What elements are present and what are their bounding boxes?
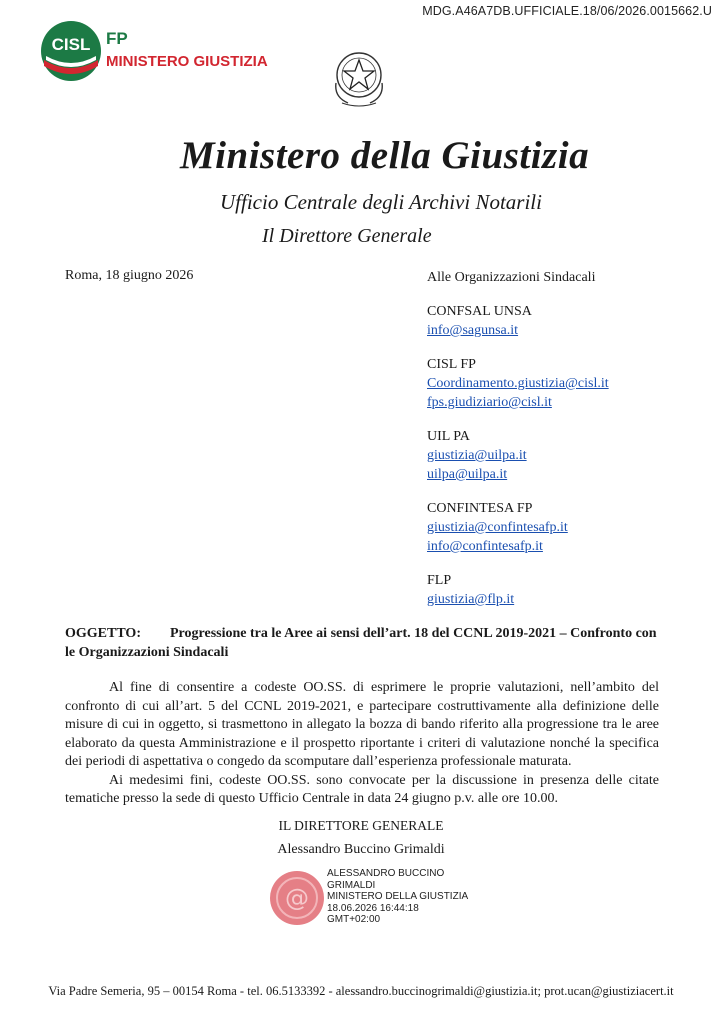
recipient-group — [427, 302, 609, 340]
recipient-group — [427, 499, 609, 556]
body-paragraph: Al fine di consentire a codeste OO.SS. di esprimere le proprie valutazioni, nell’ambito del confronto di cui all’art. 5 del CCNL 2019-2021, e partecipare costruttivamente alla definizione delle misure di cui in oggetto, si trasmettono in allegato la bozza di bando riferito alla progressione tra le aree elaborato da questa Amministrazione e il prospetto riportante i criteri di valutazione nonché la specifica dei periodi di aspettativa o congedo da scomputare dall’esperienza professionale maturata. — [65, 680, 659, 769]
digital-signature-info — [327, 868, 468, 926]
recipient-email-link[interactable]: info@sagunsa.it — [427, 323, 519, 338]
digital-signature-line: GMT+02:00 — [327, 914, 381, 925]
recipient-email-link[interactable]: giustizia@uilpa.it — [427, 448, 527, 463]
recipient-email-link[interactable]: uilpa@uilpa.it — [427, 467, 508, 482]
digital-signature-seal-icon — [268, 869, 326, 927]
letterhead-ministry: Ministero della Giustizia — [180, 134, 590, 177]
recipient-group — [427, 571, 609, 609]
subject-label: OGGETTO: — [65, 626, 141, 641]
subject-line — [65, 624, 660, 662]
place-date: Roma, 18 giugno 2026 — [65, 268, 194, 283]
digital-signature-line: 18.06.2026 16:44:18 — [327, 902, 419, 914]
cisl-fp-logo — [40, 20, 280, 82]
cisl-logo-icon — [40, 20, 102, 82]
digital-signature-line: GRIMALDI — [327, 879, 376, 891]
recipient-name: CONFSAL UNSA — [427, 304, 532, 319]
recipient-name: UIL PA — [427, 429, 470, 444]
recipients-block — [427, 268, 609, 609]
digital-signature-line: MINISTERO DELLA GIUSTIZIA — [327, 891, 469, 902]
footer-contacts: Via Padre Semeria, 95 – 00154 Roma - tel. 06.5133392 - alessandro.buccinogrimaldi@giustizia.it; prot.ucan@giustiziacert.it — [48, 984, 674, 998]
recipient-email-link[interactable]: info@confintesafp.it — [427, 539, 543, 554]
letterhead-role: Il Direttore Generale — [262, 225, 432, 247]
letterhead-office: Ufficio Centrale degli Archivi Notarili — [220, 190, 542, 214]
recipient-group — [427, 355, 609, 412]
subject-text: Progressione tra le Aree ai sensi dell’art. 18 del CCNL 2019-2021 – Confronto con le Organizzazioni Sindacali — [65, 626, 657, 660]
protocol-number: MDG.A46A7DB.UFFICIALE.18/06/2026.0015662.U — [422, 4, 712, 18]
letter-body — [65, 679, 659, 809]
recipient-name: CONFINTESA FP — [427, 501, 533, 516]
cisl-organization: MINISTERO GIUSTIZIA — [106, 53, 268, 70]
recipient-name: FLP — [427, 573, 452, 588]
italian-emblem-icon — [328, 47, 390, 111]
recipients-heading: Alle Organizzazioni Sindacali — [427, 270, 596, 285]
cisl-logo-text: CISL — [51, 35, 91, 54]
svg-text:@: @ — [285, 884, 309, 912]
recipient-email-link[interactable]: giustizia@confintesafp.it — [427, 520, 568, 535]
recipient-email-link[interactable]: fps.giudiziario@cisl.it — [427, 395, 552, 410]
signature-title: IL DIRETTORE GENERALE — [278, 818, 444, 833]
cisl-division: FP — [106, 29, 128, 48]
recipient-group — [427, 427, 609, 484]
recipient-email-link[interactable]: Coordinamento.giustizia@cisl.it — [427, 376, 609, 391]
digital-signature-line: ALESSANDRO BUCCINO — [327, 868, 445, 879]
recipient-email-link[interactable]: giustizia@flp.it — [427, 592, 515, 607]
body-paragraph: Ai medesimi fini, codeste OO.SS. sono convocate per la discussione in presenza delle citate tematiche presso la sede di questo Ufficio Centrale in data 24 giugno p.v. alle ore 10.00. — [65, 772, 659, 806]
signature-name: Alessandro Buccino Grimaldi — [277, 842, 445, 857]
recipient-name: CISL FP — [427, 357, 476, 372]
